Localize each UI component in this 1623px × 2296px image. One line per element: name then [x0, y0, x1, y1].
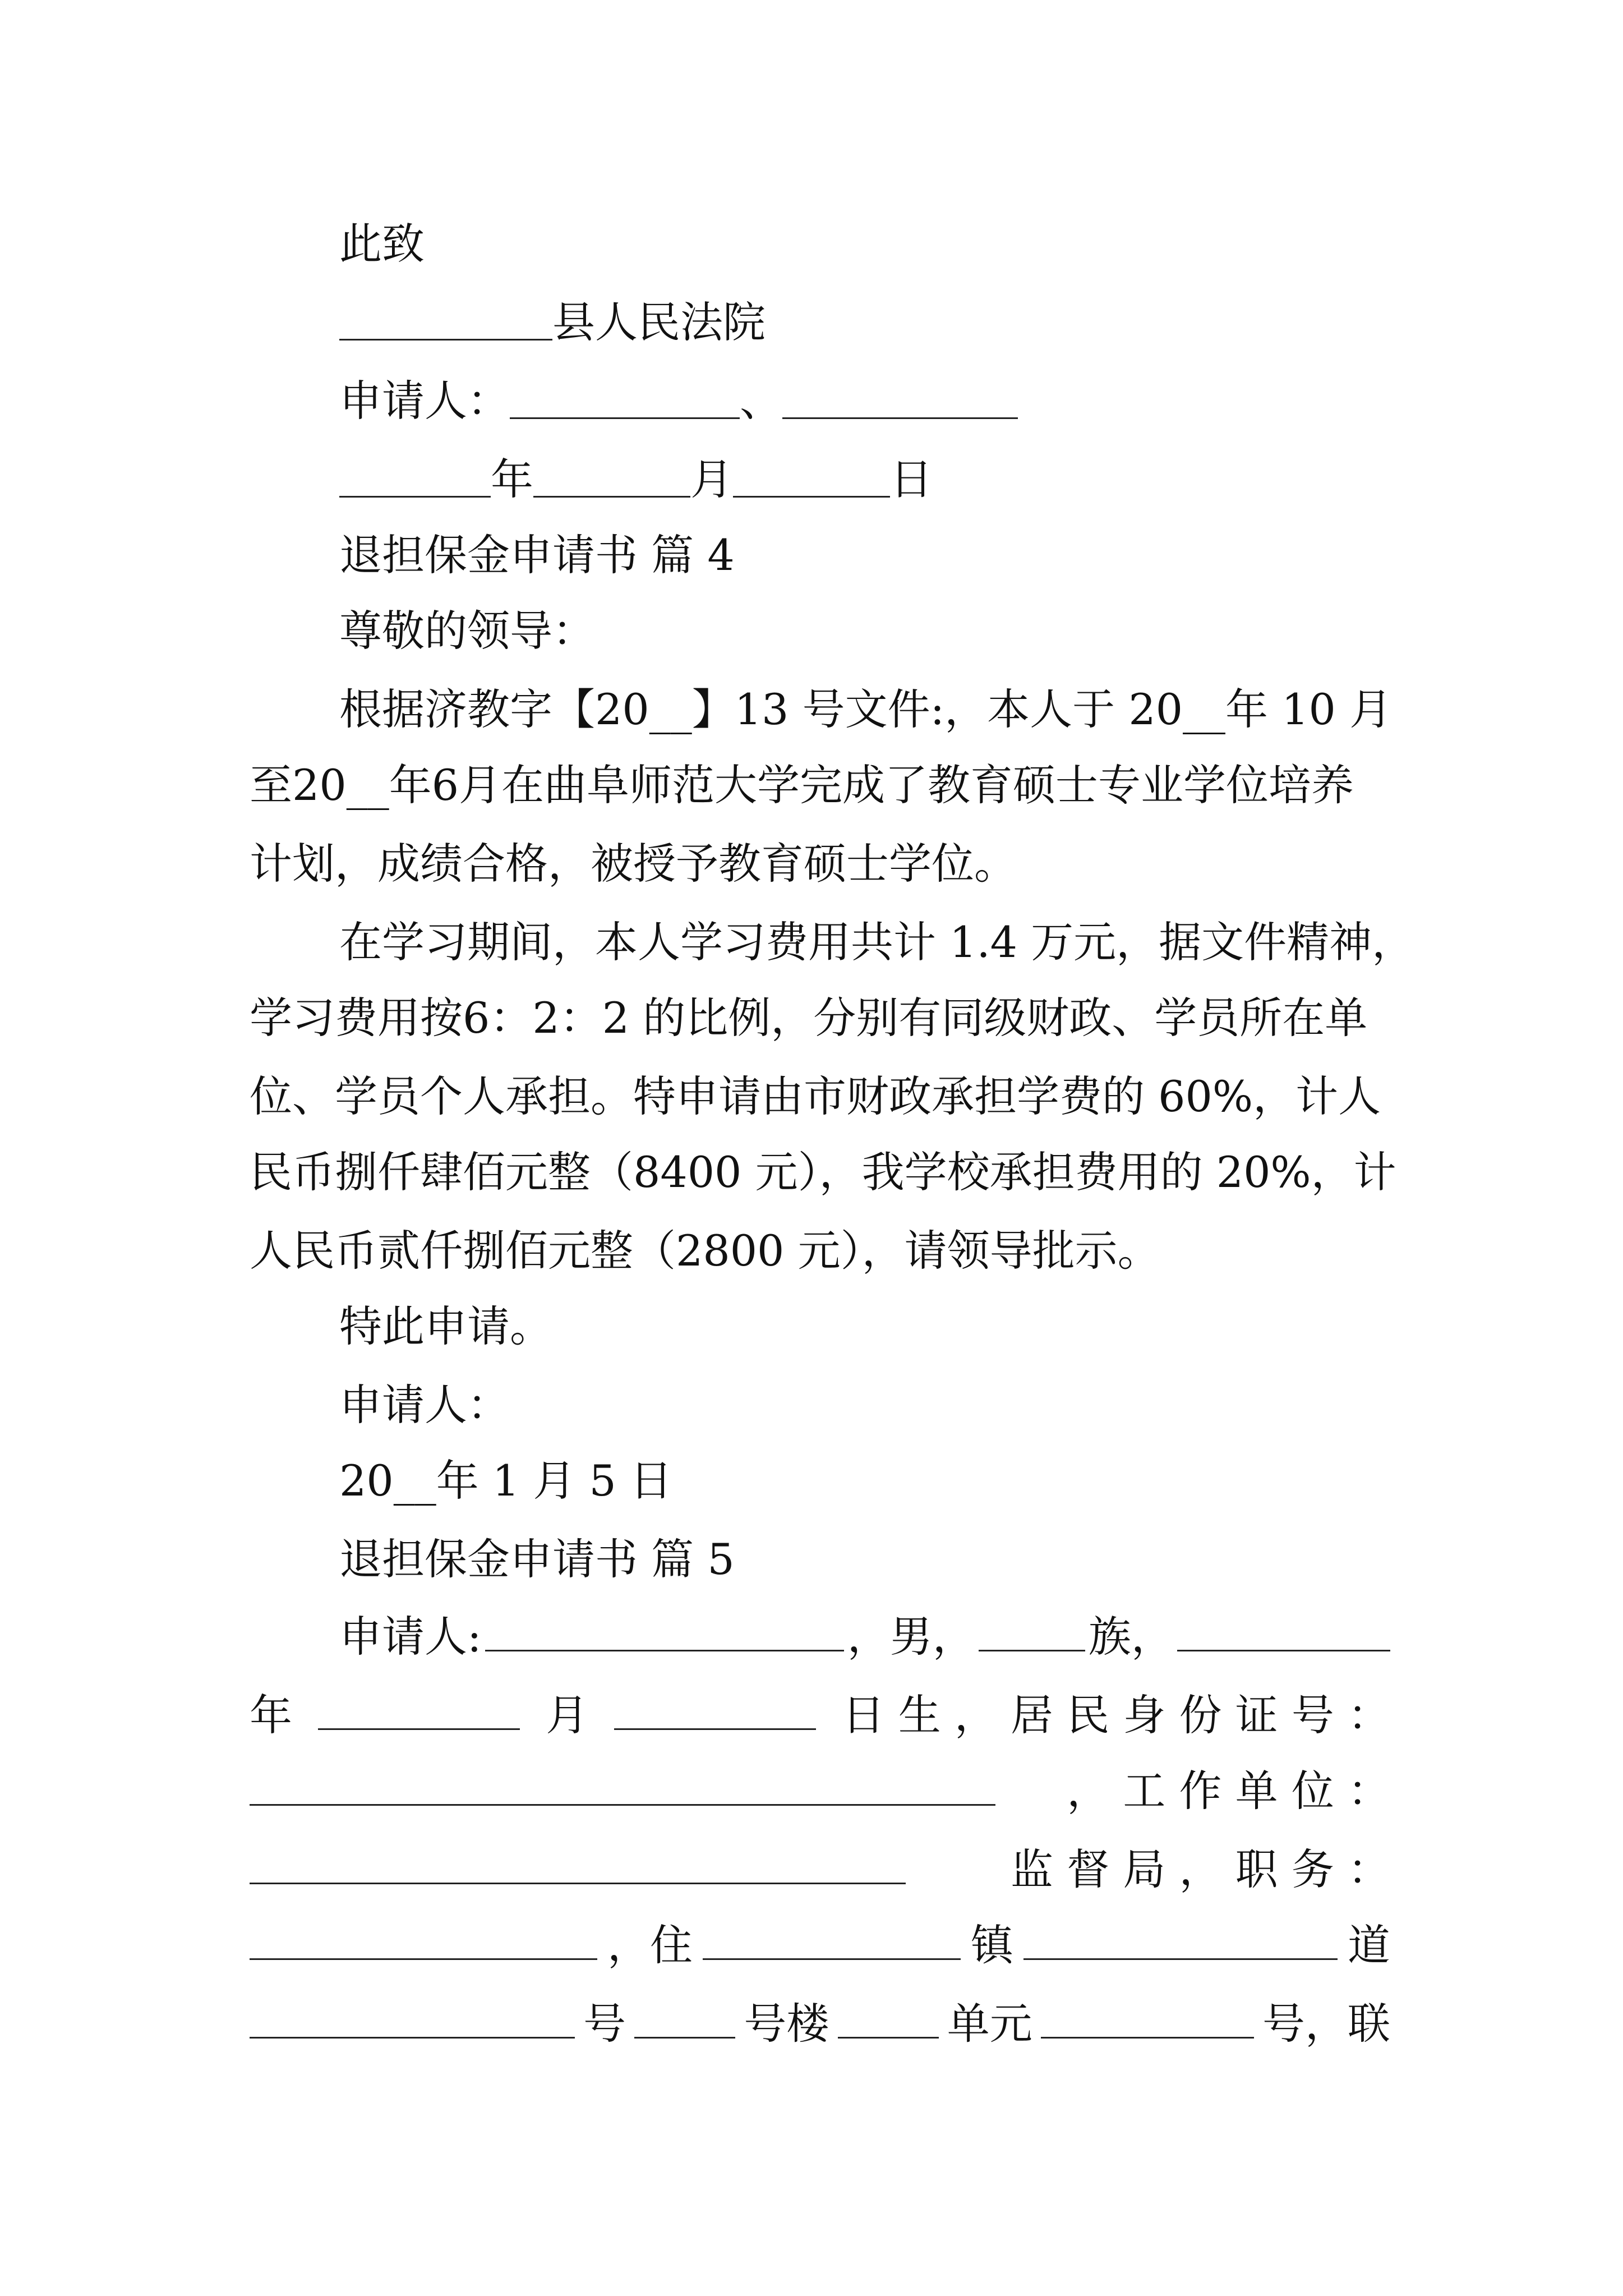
blank	[339, 453, 491, 498]
applicant-label: 申请人：	[339, 376, 510, 426]
para1-line1: 根据济教字【20__】13 号文件:，本人于 20__年 10 月	[339, 684, 1393, 734]
form-line-5	[250, 1916, 1390, 1973]
applicant-label-3: 申请人:	[339, 1612, 482, 1662]
blank	[614, 1686, 816, 1730]
form-line-3	[250, 1761, 1390, 1819]
blank	[782, 375, 1018, 419]
position-label: 监 督 局 ， 职 务 ：	[1011, 1844, 1390, 1894]
blank	[339, 296, 552, 341]
blank	[1023, 1916, 1338, 1960]
court-name: 县人民法院	[552, 297, 766, 347]
para1-line3: 计划，成绩合格，被授予教育硕士学位。	[250, 839, 1017, 889]
form-line-2	[250, 1686, 1390, 1743]
para2-line2: 学习费用按6：2：2 的比例，分别有同级财政、学员所在单	[250, 993, 1368, 1043]
para2-line5: 人民币贰仟捌佰元整（2800 元），请领导批示。	[250, 1226, 1160, 1276]
number-label: 号	[583, 1999, 626, 2049]
blank	[1041, 1994, 1254, 2039]
blank	[634, 1994, 735, 2039]
para2-line4: 民币捌仟肆佰元整（8400 元），我学校承担费用的 20%，计	[250, 1147, 1396, 1197]
section-heading-4: 退担保金申请书 篇 4	[339, 530, 735, 580]
gender-label: ，男，	[847, 1612, 975, 1662]
para2-line1: 在学习期间，本人学习费用共计 1.4 万元，据文件精神，	[339, 917, 1415, 967]
town-label: 镇	[971, 1920, 1013, 1970]
form-line-1	[339, 1607, 1390, 1665]
blank	[250, 1994, 575, 2039]
road-label: 道	[1348, 1920, 1390, 1970]
residence-label: ，住	[607, 1920, 693, 1970]
blank	[485, 1607, 844, 1651]
blank	[250, 1916, 597, 1960]
month-label-2: 月	[546, 1690, 589, 1740]
unit-label: 单元	[947, 1999, 1032, 2049]
form-line-6	[250, 1994, 1390, 2052]
para1-line2: 至20__年6月在曲阜师范大学完成了教育硕士专业学位培养	[250, 760, 1354, 810]
blank	[703, 1916, 961, 1960]
contact-label: 号，联	[1262, 1999, 1390, 2049]
section-heading-5: 退担保金申请书 篇 5	[339, 1534, 735, 1584]
blank	[838, 1994, 939, 2039]
salutation: 此致	[339, 219, 425, 269]
month-label: 月	[690, 454, 733, 504]
day-label: 日	[890, 454, 933, 504]
greeting: 尊敬的领导：	[339, 606, 595, 656]
building-label: 号楼	[744, 1999, 829, 2049]
applicant-label-2: 申请人：	[339, 1380, 510, 1430]
blank	[250, 1840, 906, 1884]
blank	[979, 1607, 1085, 1651]
year-label: 年	[491, 454, 533, 504]
blank	[318, 1686, 520, 1730]
para2-line3: 位、学员个人承担。特申请由市财政承担学费的 60%，计人	[250, 1071, 1381, 1121]
form-line-4	[250, 1840, 1390, 1898]
special-request: 特此申请。	[339, 1301, 552, 1351]
blank	[1177, 1607, 1390, 1651]
blank	[533, 453, 690, 498]
date-2: 20__年 1 月 5 日	[339, 1456, 673, 1506]
birth-id-label: 日 生 ， 居 民 身 份 证 号 ：	[842, 1690, 1390, 1740]
applicant-signature-line	[339, 373, 1018, 429]
blank	[510, 375, 740, 419]
court-line	[339, 295, 766, 351]
blank	[733, 453, 890, 498]
year-label-2: 年	[250, 1690, 292, 1740]
date-line	[339, 452, 933, 508]
employer-label: ， 工 作 单 位 ：	[1067, 1766, 1390, 1816]
blank	[250, 1761, 995, 1806]
separator: 、	[740, 376, 782, 426]
ethnicity-label: 族，	[1088, 1612, 1174, 1662]
